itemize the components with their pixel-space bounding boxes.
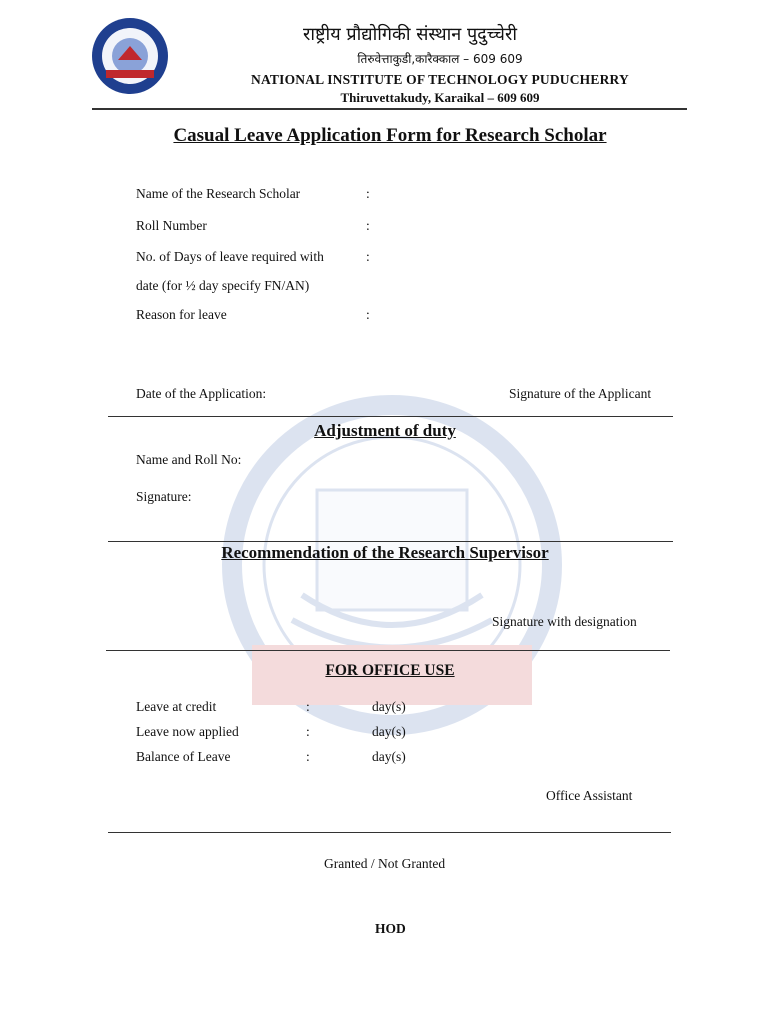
office-use-title: FOR OFFICE USE [325, 662, 455, 679]
field-colon: : [366, 186, 370, 201]
section-divider [108, 416, 673, 417]
office-row-label: Leave at credit [136, 699, 217, 714]
field-label-days: No. of Days of leave required with [136, 249, 324, 264]
supervisor-signature-label: Signature with designation [492, 614, 637, 629]
granted-status-label: Granted / Not Granted [324, 856, 446, 871]
office-row-colon: : [306, 699, 310, 714]
office-assistant-label: Office Assistant [546, 788, 633, 803]
section-divider [106, 650, 670, 651]
institute-address: Thiruvettakudy, Karaikal – 609 609 [340, 90, 540, 105]
office-row-unit: day(s) [372, 699, 406, 714]
adjustment-signature-label: Signature: [136, 489, 192, 504]
field-label-days-note: date (for ½ day specify FN/AN) [136, 278, 310, 293]
applicant-signature-label: Signature of the Applicant [509, 386, 652, 401]
field-colon: : [366, 218, 370, 233]
section-divider [108, 832, 671, 833]
hod-label: HOD [375, 921, 406, 936]
header-divider [92, 108, 687, 110]
office-row-colon: : [306, 749, 310, 764]
field-colon: : [366, 249, 370, 264]
office-row-unit: day(s) [372, 749, 406, 764]
institute-name: NATIONAL INSTITUTE OF TECHNOLOGY PUDUCHERRY [251, 72, 629, 87]
office-row-label: Leave now applied [136, 724, 239, 739]
section-divider [108, 541, 673, 542]
office-row-colon: : [306, 724, 310, 739]
date-of-application-label: Date of the Application: [136, 386, 267, 401]
hindi-institute-name: राष्ट्रीय प्रौद्योगिकी संस्थान पुदुच्चेरी [303, 24, 517, 45]
adjustment-title: Adjustment of duty [314, 421, 456, 440]
adjustment-name-roll-label: Name and Roll No: [136, 452, 242, 467]
institute-logo [90, 16, 170, 96]
hindi-institute-address: तिरुवेत्ताकुडी,कारैक्काल – 609 609 [357, 52, 523, 66]
office-row-label: Balance of Leave [136, 749, 231, 764]
form-title: Casual Leave Application Form for Research Scholar [173, 125, 607, 146]
field-label-roll: Roll Number [136, 218, 207, 233]
field-label-name: Name of the Research Scholar [136, 186, 301, 201]
recommendation-title: Recommendation of the Research Supervisor [221, 543, 549, 562]
institute-seal-watermark [222, 395, 562, 735]
field-label-reason: Reason for leave [136, 307, 227, 322]
office-row-unit: day(s) [372, 724, 406, 739]
field-colon: : [366, 307, 370, 322]
